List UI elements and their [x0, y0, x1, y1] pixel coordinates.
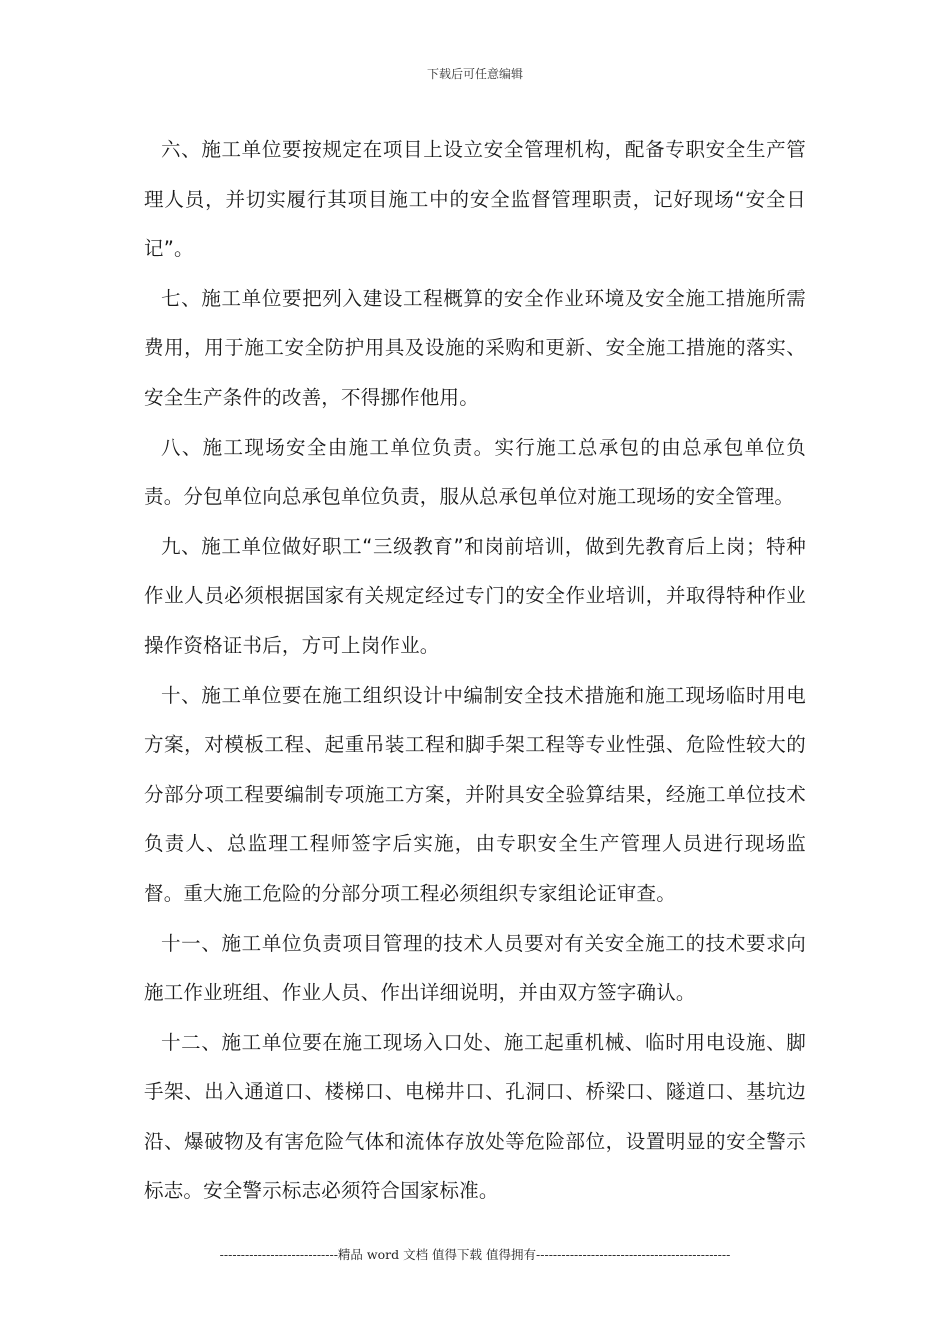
paragraph-8: 八、施工现场安全由施工单位负责。实行施工总承包的由总承包单位负责。分包单位向总承包单位负责，服从总承包单位对施工现场的安全管理。 — [144, 435, 806, 509]
paragraph-9: 九、施工单位做好职工“三级教育”和岗前培训，做到先教育后上岗；特种作业人员必须根据国家有关规定经过专门的安全作业培训，并取得特种作业操作资格证书后，方可上岗作业。 — [144, 534, 806, 657]
page-footer: ----------------------------精品 word 文档 值得下载 值得拥有---------------------------------------------- — [219, 1247, 731, 1262]
document-body — [144, 125, 806, 1216]
paragraph-7: 七、施工单位要把列入建设工程概算的安全作业环境及安全施工措施所需费用，用于施工安全防护用具及设施的采购和更新、安全施工措施的落实、安全生产条件的改善，不得挪作他用。 — [144, 286, 806, 409]
page-header: 下载后可任意编辑 — [426, 67, 523, 81]
paragraph-6: 六、施工单位要按规定在项目上设立安全管理机构，配备专职安全生产管理人员，并切实履行其项目施工中的安全监督管理职责，记好现场“安全日记”。 — [144, 138, 806, 261]
paragraph-12: 十二、施工单位要在施工现场入口处、施工起重机械、临时用电设施、脚手架、出入通道口、楼梯口、电梯井口、孔洞口、桥梁口、隧道口、基坑边沿、爆破物及有害危险气体和流体存放处等危险部位，设置明显的安全警示标志。安全警示标志必须符合国家标准。 — [144, 1030, 806, 1203]
paragraph-11: 十一、施工单位负责项目管理的技术人员要对有关安全施工的技术要求向施工作业班组、作业人员、作出详细说明，并由双方签字确认。 — [144, 931, 806, 1005]
paragraph-10: 十、施工单位要在施工组织设计中编制安全技术措施和施工现场临时用电方案，对模板工程、起重吊装工程和脚手架工程等专业性强、危险性较大的分部分项工程要编制专项施工方案，并附具安全验算结果，经施工单位技术负责人、总监理工程师签字后实施，由专职安全生产管理人员进行现场监督。重大施工危险的分部分项工程必须组织专家组论证审查。 — [144, 683, 806, 905]
